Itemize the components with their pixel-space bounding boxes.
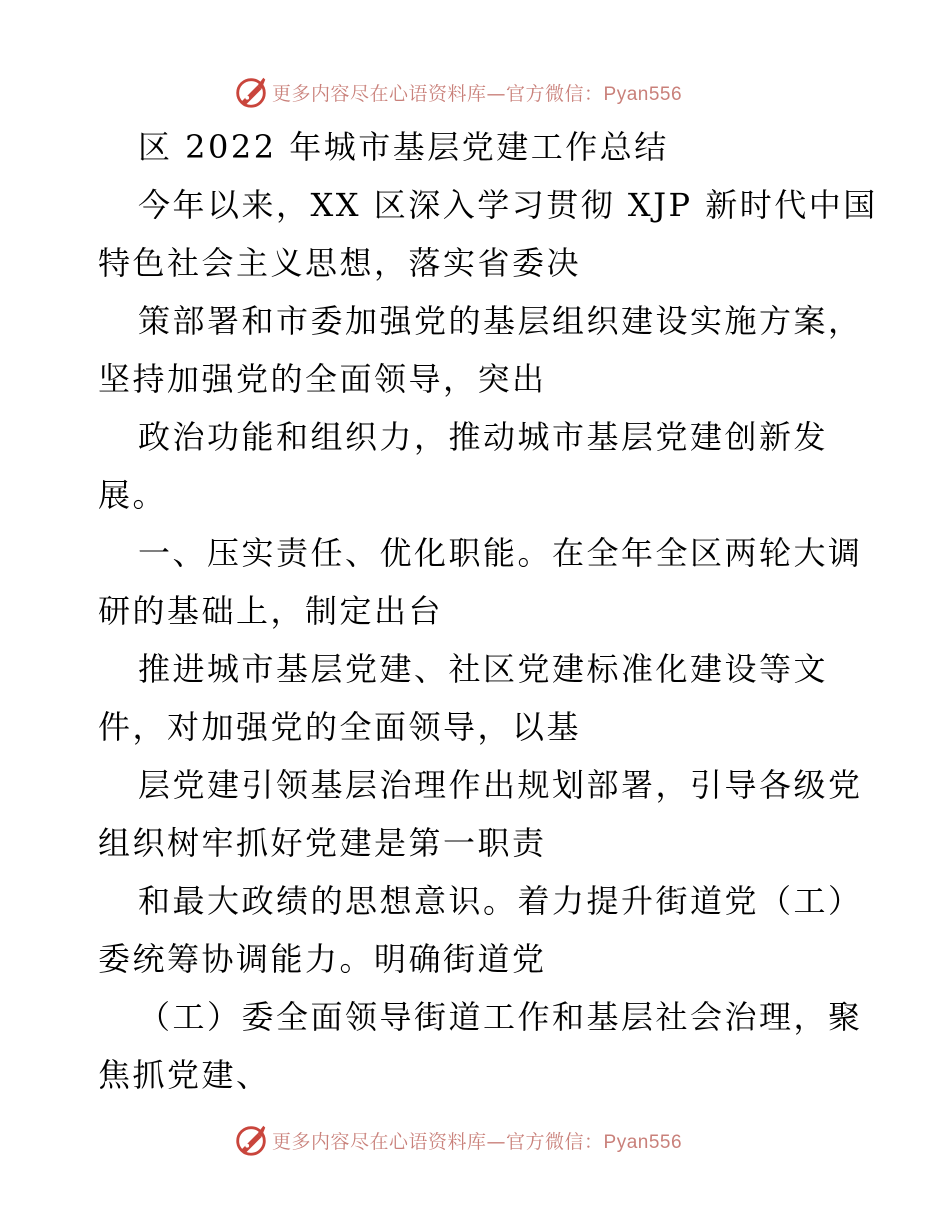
paragraph-line: 坚持加强党的全面领导，突出 (98, 360, 547, 398)
paragraph-line: 政治功能和组织力，推动城市基层党建创新发 (138, 418, 829, 456)
pen-logo-icon (232, 73, 270, 111)
paragraph-line: 研的基础上，制定出台 (98, 592, 444, 630)
paragraph-line: 推进城市基层党建、社区党建标准化建设等文 (138, 650, 829, 688)
paragraph-line: 和最大政绩的思想意识。着力提升街道党（工） (138, 882, 863, 920)
paragraph-line: 层党建引领基层治理作出规划部署，引导各级党 (138, 766, 863, 804)
paragraph-line: 策部署和市委加强党的基层组织建设实施方案， (138, 302, 863, 340)
paragraph-line: 件，对加强党的全面领导，以基 (98, 708, 582, 746)
document-title: 区 2022 年城市基层党建工作总结 (138, 128, 669, 166)
watermark-header (232, 72, 682, 112)
watermark-text: 更多内容尽在心语资料库—官方微信：Pyan556 (272, 82, 683, 105)
paragraph-line: 展。 (98, 476, 168, 514)
paragraph-line: 焦抓党建、 (98, 1056, 271, 1094)
document-body (98, 118, 878, 1104)
watermark-text: 更多内容尽在心语资料库—官方微信：Pyan556 (272, 1130, 683, 1153)
watermark-footer (232, 1120, 682, 1160)
paragraph-line: 今年以来，XX 区深入学习贯彻 XJP 新时代中国 (138, 186, 878, 224)
section-heading-line: 一、压实责任、优化职能。在全年全区两轮大调 (138, 534, 863, 572)
paragraph-line: （工）委全面领导街道工作和基层社会治理，聚 (138, 998, 863, 1036)
paragraph-line: 委统筹协调能力。明确街道党 (98, 940, 547, 978)
paragraph-line: 组织树牢抓好党建是第一职责 (98, 824, 547, 862)
paragraph-line: 特色社会主义思想，落实省委决 (98, 244, 582, 282)
pen-logo-icon (232, 1121, 270, 1159)
